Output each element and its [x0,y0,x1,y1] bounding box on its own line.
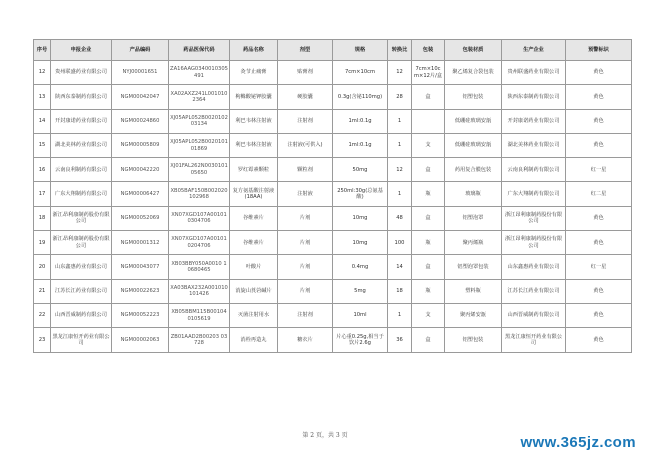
row-number-cell: 19 [34,231,51,255]
table-row [34,61,632,85]
packaging-cell: 瓶 [412,279,445,303]
manufacturer-cell: 湖北美林药业有限公司 [502,133,566,157]
conversion-ratio-cell: 36 [388,328,412,352]
product-code-cell: NGM00052069 [112,206,169,230]
insurance-code-cell: XB03BBY050A0010 10680465 [169,255,230,279]
product-code-cell: NGM00002063 [112,328,169,352]
applicant-company-cell: 陕西东泰制药有限公司 [51,85,112,109]
table-row [34,328,632,352]
drug-name-cell: 复方氨基酸注射液(18AA) [230,182,278,206]
dosage-form-cell: 注射液(可供入) [278,133,333,157]
dosage-form-cell: 注射剂 [278,109,333,133]
packaging-cell: 盒 [412,328,445,352]
row-number-cell: 14 [34,109,51,133]
manufacturer-cell: 江苏长江药业有限公司 [502,279,566,303]
warning-level-cell: 黄色 [566,279,632,303]
column-header: 药品医保代码 [169,40,230,61]
row-number-cell: 17 [34,182,51,206]
specification-cell: 0.3g(含铋110mg) [333,85,388,109]
conversion-ratio-cell: 1 [388,182,412,206]
row-number-cell: 21 [34,279,51,303]
insurance-code-cell: XJ05APL052B002010101869 [169,133,230,157]
table-body [34,61,632,353]
column-header: 产品编码 [112,40,169,61]
insurance-code-cell: XJ01FAL262N003010105650 [169,158,230,182]
warning-level-cell: 黄色 [566,206,632,230]
table-row [34,279,632,303]
product-code-cell: NGM00042047 [112,85,169,109]
dosage-form-cell: 硬胶囊 [278,85,333,109]
specification-cell: 10mg [333,206,388,230]
conversion-ratio-cell: 12 [388,61,412,85]
packaging-cell: 7cm×10cm×12片/盒 [412,61,445,85]
applicant-company-cell: 广东大翔制药有限公司 [51,182,112,206]
insurance-code-cell: XA02AXZ241L001010 2364 [169,85,230,109]
dosage-form-cell: 片剂 [278,279,333,303]
warning-level-cell: 红一星 [566,158,632,182]
manufacturer-cell: 黑龙江康恒开药业有限公司 [502,328,566,352]
conversion-ratio-cell: 1 [388,133,412,157]
drug-warning-table [33,39,631,353]
manufacturer-cell: 开封康诺药业有限公司 [502,109,566,133]
insurance-code-cell: XB05BBM115B001040105619 [169,303,230,327]
specification-cell: 片心重0.25g,相当于饮片2.6g [333,328,388,352]
conversion-ratio-cell: 28 [388,85,412,109]
warning-level-cell: 黄色 [566,303,632,327]
warning-level-cell: 黄色 [566,133,632,157]
insurance-code-cell: XA03BAX232A001010101426 [169,279,230,303]
table-row [34,109,632,133]
table-row [34,158,632,182]
packaging-cell: 支 [412,133,445,157]
applicant-company-cell: 浙江昂利康制药股份有限公司 [51,231,112,255]
drug-name-cell: 叶酸片 [230,255,278,279]
packaging-material-cell: 铝塑泡罩 [445,206,502,230]
manufacturer-cell: 贵州联盛药业有限公司 [502,61,566,85]
specification-cell: 10mg [333,231,388,255]
insurance-code-cell: XN07XGD107A001010304706 [169,206,230,230]
packaging-material-cell: 低硼硅玻璃安瓿 [445,133,502,157]
packaging-cell: 盒 [412,85,445,109]
packaging-material-cell: 药用复合膜包装 [445,158,502,182]
manufacturer-cell: 陕西东泰制药有限公司 [502,85,566,109]
packaging-material-cell: 玻璃瓶 [445,182,502,206]
warning-level-cell: 黄色 [566,109,632,133]
column-header: 规格 [333,40,388,61]
warning-level-cell: 黄色 [566,328,632,352]
packaging-cell: 盒 [412,255,445,279]
conversion-ratio-cell: 1 [388,303,412,327]
packaging-material-cell: 聚丙烯瓶 [445,231,502,255]
column-header: 包装材质 [445,40,502,61]
manufacturer-cell: 浙江昂利康制药股份有限公司 [502,231,566,255]
drug-name-cell: 灸节止痛膏 [230,61,278,85]
packaging-material-cell: 聚丙烯安瓿 [445,303,502,327]
warning-level-cell: 红二星 [566,182,632,206]
drug-name-cell: 利巴韦林注射液 [230,133,278,157]
table-row [34,231,632,255]
conversion-ratio-cell: 100 [388,231,412,255]
drug-name-cell: 谷维素片 [230,206,278,230]
manufacturer-cell: 山东鑫惠药业有限公司 [502,255,566,279]
warning-level-cell: 黄色 [566,61,632,85]
table-header [34,40,632,61]
column-header: 剂型 [278,40,333,61]
row-number-cell: 15 [34,133,51,157]
product-code-cell: NGM00042220 [112,158,169,182]
applicant-company-cell: 开封康诺药业有限公司 [51,109,112,133]
drug-name-cell: 利巴韦林注射液 [230,109,278,133]
drug-name-cell: 消旋山莨菪碱片 [230,279,278,303]
row-number-cell: 16 [34,158,51,182]
specification-cell: 5mg [333,279,388,303]
specification-cell: 1ml:0.1g [333,133,388,157]
applicant-company-cell: 云南良利制药有限公司 [51,158,112,182]
applicant-company-cell: 江苏长江药业有限公司 [51,279,112,303]
manufacturer-cell: 浙江昂利康制药股份有限公司 [502,206,566,230]
manufacturer-cell: 广东大翔制药有限公司 [502,182,566,206]
applicant-company-cell: 贵州联盛药业有限公司 [51,61,112,85]
drug-name-cell: 谷维素片 [230,231,278,255]
packaging-material-cell: 铝塑包装 [445,328,502,352]
manufacturer-cell: 云南良利制药有限公司 [502,158,566,182]
site-watermark: www.365jz.com [520,434,636,451]
row-number-cell: 22 [34,303,51,327]
product-code-cell: NYJ00001651 [112,61,169,85]
warning-level-cell: 黄色 [566,85,632,109]
table-row [34,303,632,327]
page-number-footer: 第 2 页，共 3 页 [302,432,348,439]
applicant-company-cell: 山西晋威制药有限公司 [51,303,112,327]
insurance-code-cell: ZA16AAG0340010305491 [169,61,230,85]
product-code-cell: NGM00001312 [112,231,169,255]
packaging-material-cell: 铝塑包装 [445,85,502,109]
table-row [34,182,632,206]
dosage-form-cell: 注射液 [278,182,333,206]
product-code-cell: NGM00022623 [112,279,169,303]
applicant-company-cell: 黑龙江康恒开药业有限公司 [51,328,112,352]
table-row [34,133,632,157]
product-code-cell: NGM00043077 [112,255,169,279]
column-header: 生产企业 [502,40,566,61]
specification-cell: 10ml [333,303,388,327]
dosage-form-cell: 片剂 [278,231,333,255]
column-header: 转换比 [388,40,412,61]
column-header: 序号 [34,40,51,61]
packaging-cell: 盒 [412,206,445,230]
conversion-ratio-cell: 18 [388,279,412,303]
row-number-cell: 18 [34,206,51,230]
specification-cell: 1ml:0.1g [333,109,388,133]
insurance-code-cell: XN07XGD107A001010204706 [169,231,230,255]
applicant-company-cell: 浙江昂利康制药股份有限公司 [51,206,112,230]
dosage-form-cell: 颗粒剂 [278,158,333,182]
specification-cell: 0.4mg [333,255,388,279]
specification-cell: 50mg [333,158,388,182]
table-row [34,255,632,279]
manufacturer-cell: 山西晋威制药有限公司 [502,303,566,327]
drug-name-cell: 罗红霉素颗粒 [230,158,278,182]
product-code-cell: NGM00006427 [112,182,169,206]
conversion-ratio-cell: 48 [388,206,412,230]
product-code-cell: NGM00052223 [112,303,169,327]
packaging-cell: 支 [412,303,445,327]
drug-name-cell: 枸橼酸铋钾胶囊 [230,85,278,109]
row-number-cell: 12 [34,61,51,85]
insurance-code-cell: ZB01AAD2B00203 03728 [169,328,230,352]
row-number-cell: 20 [34,255,51,279]
packaging-cell [412,109,445,133]
specification-cell: 7cm×10cm [333,61,388,85]
table-row [34,85,632,109]
column-header: 包装 [412,40,445,61]
applicant-company-cell: 湖北美林药业有限公司 [51,133,112,157]
dosage-form-cell: 贴膏剂 [278,61,333,85]
packaging-material-cell: 塑料瓶 [445,279,502,303]
packaging-cell: 瓶 [412,231,445,255]
column-header: 预警标识 [566,40,632,61]
conversion-ratio-cell: 1 [388,109,412,133]
dosage-form-cell: 片剂 [278,255,333,279]
insurance-code-cell: XJ05APL052B002010203134 [169,109,230,133]
dosage-form-cell: 注射剂 [278,303,333,327]
product-code-cell: NGM00024860 [112,109,169,133]
dosage-form-cell: 糖衣片 [278,328,333,352]
warning-level-cell: 黄色 [566,231,632,255]
row-number-cell: 23 [34,328,51,352]
packaging-cell: 盒 [412,158,445,182]
insurance-code-cell: XB05BAF150B002020102968 [169,182,230,206]
dosage-form-cell: 片剂 [278,206,333,230]
packaging-material-cell: 聚乙烯复合袋包装 [445,61,502,85]
packaging-cell: 瓶 [412,182,445,206]
conversion-ratio-cell: 12 [388,158,412,182]
warning-level-cell: 红一星 [566,255,632,279]
packaging-material-cell: 低硼硅玻璃安瓿 [445,109,502,133]
product-code-cell: NGM00005809 [112,133,169,157]
packaging-material-cell: 铝塑泡罩包装 [445,255,502,279]
conversion-ratio-cell: 14 [388,255,412,279]
drug-name-cell: 灭菌注射用水 [230,303,278,327]
column-header: 申报企业 [51,40,112,61]
drug-name-cell: 消栓再造丸 [230,328,278,352]
applicant-company-cell: 山东鑫惠药业有限公司 [51,255,112,279]
table-row [34,206,632,230]
specification-cell: 250ml:30g(总氨基酸) [333,182,388,206]
row-number-cell: 13 [34,85,51,109]
column-header: 药品名称 [230,40,278,61]
